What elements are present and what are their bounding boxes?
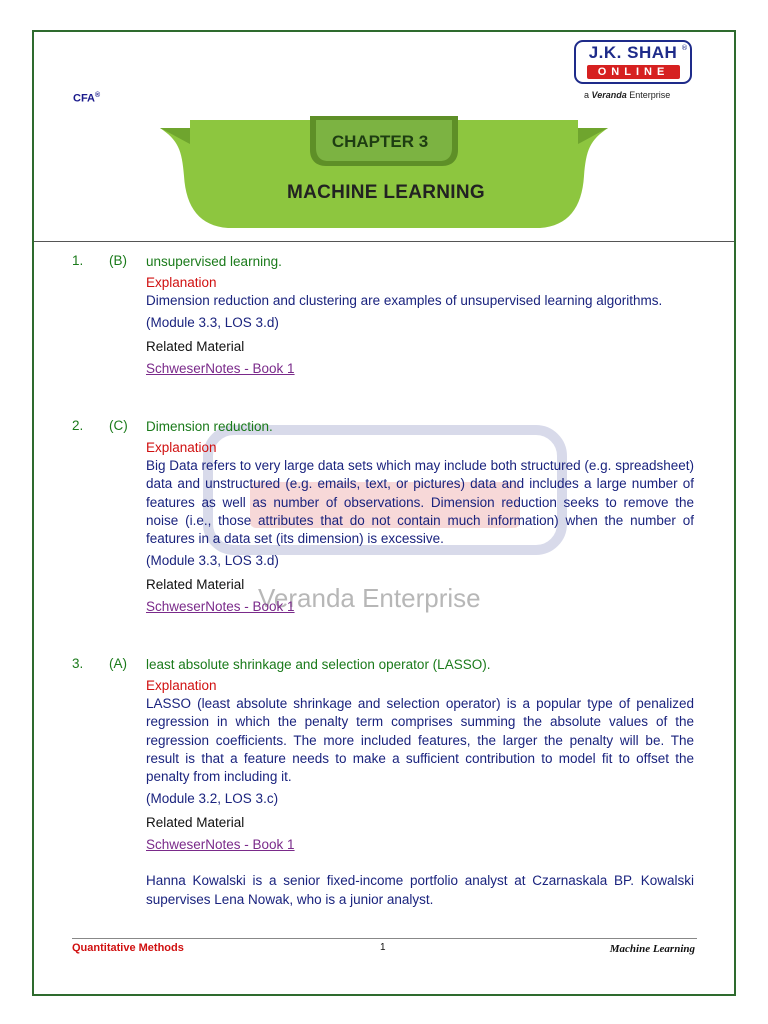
chapter-title: MACHINE LEARNING <box>287 182 485 203</box>
explanation-text: Dimension reduction and clustering are examples of unsupervised learning algorithms. <box>146 293 663 308</box>
question-number: 3. <box>72 656 84 671</box>
related-material-heading: Related Material <box>146 577 245 593</box>
schweser-notes-link[interactable]: SchweserNotes - Book 1 <box>146 599 295 615</box>
footer-page-number: 1 <box>380 942 386 953</box>
module-reference: (Module 3.3, LOS 3.d) <box>146 315 279 331</box>
schweser-notes-link[interactable]: SchweserNotes - Book 1 <box>146 837 295 853</box>
explanation-heading: Explanation <box>146 440 217 455</box>
logo-online: ONLINE <box>587 65 680 79</box>
footer-divider <box>72 938 697 939</box>
logo-box <box>574 40 692 84</box>
logo-brand: J.K. SHAH <box>588 43 678 62</box>
question-number: 1. <box>72 253 84 268</box>
answer-text: unsupervised learning. <box>146 254 282 269</box>
question-number: 2. <box>72 418 84 433</box>
logo-registered-mark: ® <box>681 44 688 52</box>
explanation-heading: Explanation <box>146 678 217 693</box>
module-reference: (Module 3.2, LOS 3.c) <box>146 791 279 807</box>
module-reference: (Module 3.3, LOS 3.d) <box>146 553 279 569</box>
footer-subject: Quantitative Methods <box>72 942 184 954</box>
answer-letter: (A) <box>109 656 127 671</box>
schweser-notes-link[interactable]: SchweserNotes - Book 1 <box>146 361 295 377</box>
answer-text: least absolute shrinkage and selection operator (LASSO). <box>146 657 491 672</box>
jk-shah-logo <box>568 40 696 104</box>
question-body <box>146 418 694 616</box>
watermark-text: Veranda Enterprise <box>258 583 481 613</box>
explanation-text: LASSO (least absolute shrinkage and selection operator) is a popular type of penalized regression in which the penalty term comprises summing the absolute values of the regression coefficients. The more included features, the larger the penalty will be. The result is that a feature needs to make a sufficient contribution to model fit to offset the penalty from including it. <box>146 696 694 785</box>
question-body <box>146 656 694 854</box>
header-divider <box>34 241 734 242</box>
closing-paragraph: Hanna Kowalski is a senior fixed-income portfolio analyst at Czarnaskala BP. Kowalski supervises Lena Nowak, who is a junior analyst. <box>146 873 694 907</box>
related-material-heading: Related Material <box>146 339 245 355</box>
chapter-label: CHAPTER 3 <box>331 132 429 151</box>
explanation-text: Big Data refers to very large data sets which may include both structured (e.g. spreadsheet) data and unstructured (e.g. emails, text, or pictures) data and includes a large number of features as well as number of observations. Dimension reduction seeks to remove the noise (i.e., those attributes that do not contain much information) when the number of features in a data set (its dimension) is excessive. <box>146 458 694 547</box>
answer-letter: (C) <box>109 418 128 433</box>
related-material-heading: Related Material <box>146 815 245 831</box>
question-body <box>146 253 694 378</box>
answer-letter: (B) <box>109 253 127 268</box>
footer-chapter: Machine Learning <box>609 943 695 955</box>
cfa-label: CFA® <box>73 92 101 105</box>
explanation-heading: Explanation <box>146 275 217 290</box>
answer-text: Dimension reduction. <box>146 419 273 434</box>
logo-tagline: a Veranda Enterprise <box>584 90 671 100</box>
